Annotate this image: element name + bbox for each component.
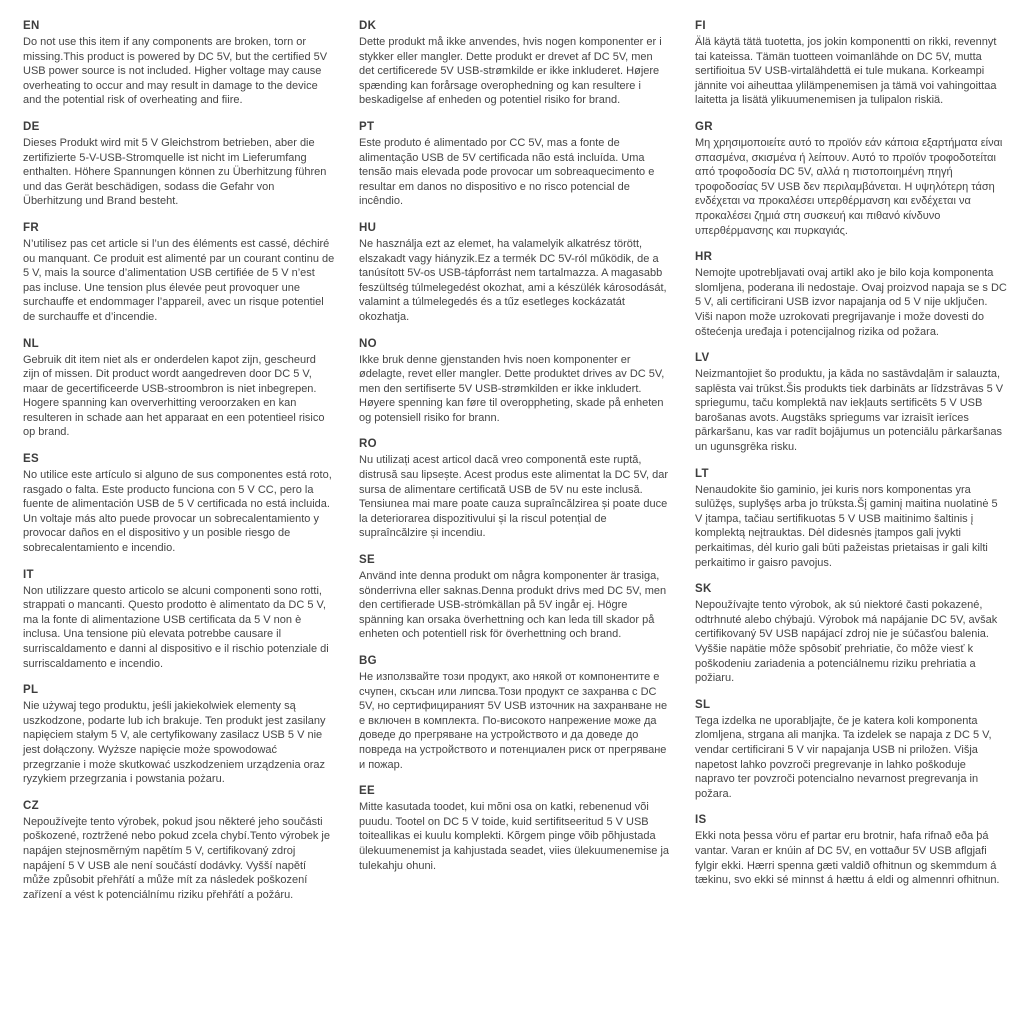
- language-code-heading: SK: [695, 583, 712, 596]
- warning-text: Este produto é alimentado por CC 5V, mas a fonte de alimentação USB de 5V certificada não está incluída. Uma tensão mais elevada pode provocar um sobreaquecimento e resultar em danos no dispositivo e no risco potencial de incêndio.: [359, 136, 655, 208]
- warning-section-is: [695, 814, 1007, 887]
- language-code-heading: LV: [695, 352, 710, 365]
- warning-section-lv: [695, 352, 1007, 455]
- warning-text: Nepoužívajte tento výrobok, ak sú niektoré časti pokazené, odtrhnuté alebo chýbajú. Výrobok má napájanie DC 5V, avšak certifikovaný 5V USB napájací zdroj nie je súčasťou balenia. Vyššie napätie môže spôsobiť prehriatie, čo môže viesť k poškodeniu zariadenia a potenciálnemu riziku prehriatia a požiaru.: [695, 599, 998, 685]
- warning-section-pl: [23, 684, 335, 787]
- language-code-heading: GR: [695, 120, 713, 133]
- warning-section-lt: [695, 468, 1007, 571]
- warning-text: Älä käytä tätä tuotetta, jos jokin komponentti on rikki, revennyt tai kateissa. Tämän tuotteen voimanlähde on DC 5V, mutta sertifioitua 5V USB-virtalähdettä ei tule mukana. Korkeampi jännite voi aiheuttaa ylilämpenemisen ja tämä voi vahingoittaa laitetta ja lisätä ylikuumenemisen ja tulipalon riskiä.: [695, 36, 997, 107]
- language-code-heading: FR: [23, 221, 39, 234]
- warning-text: Ekki nota þessa vöru ef partar eru brotnir, hafa rifnað eða þá vantar. Varan er knúin af DC 5V, en vottaður 5V USB aflgjafi fylgir ekki. Hærri spenna gæti valdið ofhitnun og skemmdum á tækinu, svo ekki sé minnst á hættu á eldi og almennri ofhitnun.: [695, 830, 1000, 887]
- warning-text: No utilice este artículo si alguno de sus componentes está roto, rasgado o falta. Este producto funciona con 5 V CC, pero la fuente de alimentación USB de 5 V certificada no está incluida. Un voltaje más alto puede provocar un sobrecalentamiento y provocar daños en el dispositivo y un posible riesgo de sobrecalentamiento e incendio.: [23, 469, 332, 555]
- warning-text: Nemojte upotrebljavati ovaj artikl ako je bilo koja komponenta slomljena, poderana ili nedostaje. Ovaj proizvod napaja se s DC 5 V, ali certificirani USB izvor napajanja od 5 V nije uključen. Viši napon može uzrokovati pregrijavanje i može dovesti do oštećenja uređaja i potencijalnog rizika od požara.: [695, 267, 1007, 338]
- warning-section-nl: [23, 338, 335, 441]
- warning-section-gr: [695, 121, 1007, 238]
- language-code-heading: PT: [359, 120, 375, 133]
- warning-section-es: [23, 453, 335, 556]
- column-2: [359, 20, 671, 886]
- warning-section-fr: [23, 222, 335, 325]
- document-columns: [23, 20, 1007, 915]
- language-code-heading: ES: [23, 453, 39, 466]
- warning-section-it: [23, 569, 335, 672]
- warning-text: Ikke bruk denne gjenstanden hvis noen komponenter er ødelagte, revet eller mangler. Dette produktet drives av DC 5V, men den sertifiserte 5V USB-strømkilden er ikke inkludert. Høyere spenning kan føre til overoppheting, skade på enheten og potensiell risiko for brann.: [359, 353, 665, 424]
- warning-text: Dieses Produkt wird mit 5 V Gleichstrom betrieben, aber die zertifizierte 5-V-USB-Stromquelle ist nicht im Lieferumfang enthalten. Höhere Spannungen können zu Überhitzung führen und das Gerät beschädigen, sodass die Gefahr von Überhitzung und Brand besteht.: [23, 136, 327, 208]
- warning-text: Nie używaj tego produktu, jeśli jakiekolwiek elementy są uszkodzone, podarte lub ich brakuje. Ten produkt jest zasilany napięciem stałym 5 V, ale certyfikowany zasilacz USB 5 V nie jest dołączony. Wyższe napięcie może spowodować przegrzanie i może skutkować uszkodzeniem urządzenia oraz ryzykiem przegrzania i powstania pożaru.: [23, 700, 326, 786]
- warning-text: Μη χρησιμοποιείτε αυτό το προϊόν εάν κάποια εξαρτήματα είναι σπασμένα, σκισμένα ή λείπουν. Αυτό το προϊόν τροφοδοτείται από τροφοδοσία DC 5V, αλλά η πιστοποιημένη πηγή τροφοδοσίας 5V USB δεν περιλαμβάνεται. Η υψηλότερη τάση ενδέχεται να προκαλέσει υπερθέρμανση και ενδέχεται να προκαλέσει ζημιά στη συσκευή και πιθανό κίνδυνο υπερθέρμανσης και πυρκαγιάς.: [695, 136, 1003, 237]
- language-code-heading: NO: [359, 337, 377, 350]
- warning-text: Gebruik dit item niet als er onderdelen kapot zijn, gescheurd zijn of missen. Dit product wordt aangedreven door DC 5 V, maar de gecertificeerde USB-stroombron is niet inbegrepen. Hogere spanning kan oververhitting veroorzaken en kan resulteren in schade aan het apparaat en een potentieel risico op brand.: [23, 353, 325, 439]
- warning-section-pt: [359, 121, 671, 209]
- language-code-heading: CZ: [23, 799, 39, 812]
- warning-section-dk: [359, 20, 671, 108]
- warning-text: N’utilisez pas cet article si l’un des éléments est cassé, déchiré ou manquant. Ce produit est alimenté par un courant continu de 5 V, mais la source d’alimentation USB certifiée de 5 V n’est pas incluse. Une tension plus élevée peut provoquer une surchauffe et endommager l’appareil, avec un risque potentiel de surchauffe et d’incendie.: [23, 237, 335, 323]
- warning-text: Nepoužívejte tento výrobek, pokud jsou některé jeho součásti poškozené, roztržené nebo pokud zcela chybí.Tento výrobek je napájen stejnosměrným napětím 5 V, certifikovaný zdroj napájení 5 V USB ale není součástí dodávky. Vyšší napětí může způsobit přehřátí a může mít za následek poškození zařízení a vést k potenciálnímu riziku přehřátí a požáru.: [23, 815, 330, 901]
- warning-text: Nenaudokite šio gaminio, jei kuris nors komponentas yra sulūžęs, suplyšęs arba jo trūksta.Šį gaminį maitina nuolatinė 5 V įtampa, tačiau sertifikuotas 5 V USB maitinimo šaltinis į komplektą neįtrauktas. Dėl didesnės įtampos gali įvykti perkaitimas, dėl kurio gali būti pažeistas prietaisas ir gali kilti perkaitimo ir gaisro pavojus.: [695, 483, 998, 569]
- warning-text: Använd inte denna produkt om några komponenter är trasiga, sönderrivna eller saknas.Denna produkt drivs med DC 5V, men den certifierade USB-strömkällan på 5V ingår ej. Högre spänning kan orsaka överhettning och kan leda till skador på enheten och potentiell risk för överhettning och brand.: [359, 570, 667, 641]
- warning-section-de: [23, 121, 335, 209]
- language-code-heading: HR: [695, 251, 713, 264]
- column-3: [695, 20, 1007, 901]
- warning-section-cz: [23, 800, 335, 903]
- warning-section-hu: [359, 222, 671, 325]
- language-code-heading: EN: [23, 20, 40, 32]
- warning-text: Neizmantojiet šo produktu, ja kāda no sastāvdaļām ir salauzta, saplēsta vai trūkst.Šis produkts tiek darbināts ar līdzstrāvas 5 V spriegumu, taču komplektā nav iekļauts sertificēts 5 V USB barošanas avots. Augstāks spriegums var izraisīt ierīces pārkaršanu, kas var radīt bojājumus un potenciālu pārkaršanas un ugunsgrēka risku.: [695, 368, 1004, 454]
- language-code-heading: EE: [359, 785, 375, 798]
- warning-text: Dette produkt må ikke anvendes, hvis nogen komponenter er i stykker eller mangler. Dette produkt er drevet af DC 5V, men det certificerede 5V USB-strømkilde er ikke inkluderet. Højere spænding kan forårsage overophedning og kan resultere i beskadigelse af enheden og potentiel risiko for brand.: [359, 36, 662, 107]
- language-code-heading: HU: [359, 221, 377, 234]
- warning-section-sl: [695, 699, 1007, 802]
- warning-text: Nu utilizați acest articol dacă vreo componentă este ruptă, distrusă sau lipsește. Acest produs este alimentat la DC 5V, dar sursa de alimentare certificată USB de 5V nu este inclusă. Tensiunea mai mare poate cauza supraîncălzirea și poate duce la deteriorarea dispozitivului și la riscul potențial de supraîncălzire și incendiu.: [359, 454, 668, 540]
- column-1: [23, 20, 335, 915]
- warning-text: Mitte kasutada toodet, kui mõni osa on katki, rebenenud või puudu. Tootel on DC 5 V toide, kuid sertifitseeritud 5 V USB toiteallikas ei kuulu komplekti. Kõrgem pinge võib põhjustada ülekuumenemist ja kahjustada seadet, viies ülekuumenemise ja tulekahju ohuni.: [359, 801, 670, 872]
- language-code-heading: DK: [359, 20, 377, 32]
- language-code-heading: IT: [23, 568, 34, 581]
- language-code-heading: RO: [359, 438, 377, 451]
- language-code-heading: NL: [23, 337, 39, 350]
- warning-section-fi: [695, 20, 1007, 108]
- language-code-heading: IS: [695, 814, 707, 827]
- warning-section-no: [359, 338, 671, 426]
- language-code-heading: LT: [695, 467, 709, 480]
- language-code-heading: SL: [695, 698, 711, 711]
- warning-text: Не използвайте този продукт, ако някой от компонентите е счупен, скъсан или липсва.Този продукт се захранва с DC 5V, но сертифицираният 5V USB източник на захранване не е включен в комплекта. По-високото напрежение може да доведе до прегряване на устройството и да доведе до повреда на устройството и потенциален риск от прегряване и пожар.: [359, 671, 668, 771]
- warning-section-en: [23, 20, 335, 108]
- warning-section-sk: [695, 583, 1007, 686]
- language-code-heading: FI: [695, 20, 706, 32]
- warning-text: Tega izdelka ne uporabljajte, če je katera koli komponenta zlomljena, strgana ali manjka. Ta izdelek se napaja z DC 5 V, vendar certificirani 5 V vir napajanja USB ni priložen. Višja napetost lahko povzroči pregrevanje in lahko poškoduje napravo ter povzroči potencialno nevarnost pregrevanja in požara.: [695, 714, 992, 800]
- language-code-heading: BG: [359, 655, 377, 667]
- warning-section-hr: [695, 251, 1007, 339]
- warning-section-ee: [359, 785, 671, 873]
- warning-section-se: [359, 554, 671, 642]
- language-code-heading: SE: [359, 554, 375, 567]
- language-code-heading: PL: [23, 684, 39, 697]
- warning-section-bg: [359, 655, 671, 772]
- warning-section-ro: [359, 438, 671, 541]
- warning-text: Non utilizzare questo articolo se alcuni componenti sono rotti, strappati o mancanti. Questo prodotto è alimentato da DC 5 V, ma la fonte di alimentazione USB certificata da 5 V non è inclusa. Una tensione più elevata potrebbe causare il surriscaldamento e danni al dispositivo e il rischio potenziale di surriscaldamento e incendio.: [23, 584, 329, 670]
- warning-text: Ne használja ezt az elemet, ha valamelyik alkatrész törött, elszakadt vagy hiányzik.Ez a termék DC 5V-ról működik, de a tanúsított 5V-os USB-tápforrást nem tartalmazza. A magasabb feszültség túlmelegedést okozhat, ami a készülék károsodását, valamint a túlmelegedés és a tűz esetleges kockázatát okozhatja.: [359, 237, 667, 323]
- warning-text: Do not use this item if any components are broken, torn or missing.This product is powered by DC 5V, but the certified 5V USB power source is not included. Higher voltage may cause overheating to occur and may result in damage to the device and the potential risk of overheating and fiire.: [23, 36, 328, 107]
- language-code-heading: DE: [23, 120, 40, 133]
